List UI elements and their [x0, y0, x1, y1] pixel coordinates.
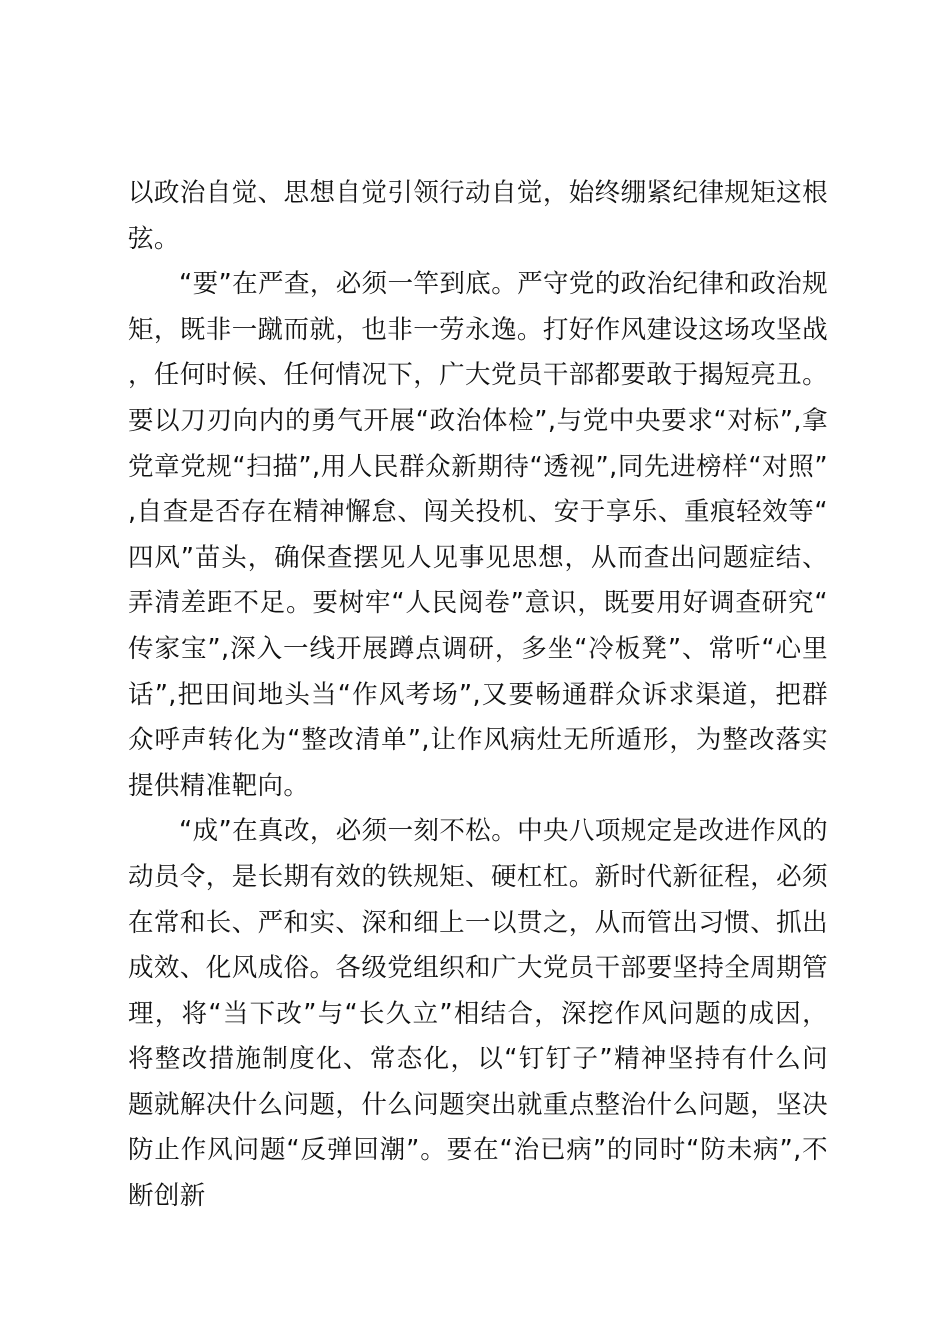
body-text — [128, 171, 828, 1220]
paragraph-2: “要”在严查，必须一竿到底。严守党的政治纪律和政治规矩，既非一蹴而就，也非一劳永逸。打好作风建设这场攻坚战，任何时候、任何情况下，广大党员干部都要敢于揭短亮丑。要以刀刃向内的勇气开展“政治体检”,与党中央要求“对标”,拿党章党规“扫描”,用人民群众新期待“透视”,同先进榜样“对照”,自查是否存在精神懈怠、闯关投机、安于享乐、重痕轻效等“四风”苗头，确保查摆见人见事见思想，从而查出问题症结、弄清差距不足。要树牢“人民阅卷”意识，既要用好调查研究“传家宝”,深入一线开展蹲点调研，多坐“冷板凳”、常听“心里话”,把田间地头当“作风考场”,又要畅通群众诉求渠道，把群众呼声转化为“整改清单”,让作风病灶无所遁形，为整改落实提供精准靶向。 — [128, 269, 828, 801]
paragraph-3: “成”在真改，必须一刻不松。中央八项规定是改进作风的动员令，是长期有效的铁规矩、硬杠杠。新时代新征程，必须在常和长、严和实、深和细上一以贯之，从而管出习惯、抓出成效、化风成俗。各级党组织和广大党员干部要坚持全周期管理，将“当下改”与“长久立”相结合，深挖作风问题的成因，将整改措施制度化、常态化，以“钉钉子”精神坚持有什么问题就解决什么问题，什么问题突出就重点整治什么问题，坚决防止作风问题“反弹回潮”。要在“治已病”的同时“防未病”,不断创新 — [128, 816, 828, 1212]
paragraph-1: 以政治自觉、思想自觉引领行动自觉，始终绷紧纪律规矩这根弦。 — [128, 178, 828, 254]
